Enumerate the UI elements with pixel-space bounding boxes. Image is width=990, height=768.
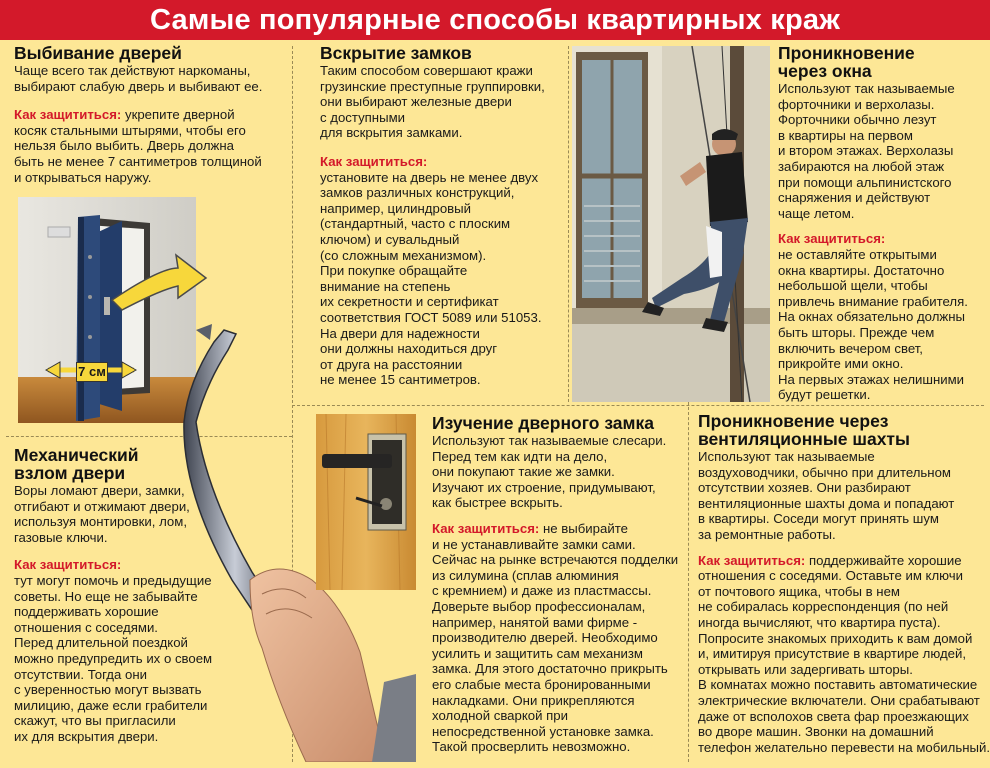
text-line: привлечь внимание грабителя. <box>778 293 968 309</box>
text-line: нельзя было выбить. Дверь должна <box>14 138 234 154</box>
text-line: производителю дверей. Необходимо <box>432 630 658 646</box>
text-line: укрепите дверной <box>121 107 235 123</box>
text-line: Используют так называемые слесари. <box>432 433 667 448</box>
protect-label: Как защититься: <box>320 153 428 169</box>
text-line: форточники и верхолазы. <box>778 96 935 112</box>
text-line: грузинские преступные группировки, <box>320 78 545 94</box>
text-line: накладками. Они прикрепляются <box>432 692 635 708</box>
text-line: отсутствии хозяев. Они разбирают <box>698 480 911 496</box>
text-line: с доступными <box>320 109 405 125</box>
text-line: Такой просверлить невозможно. <box>432 739 631 755</box>
text-line: они выбирают железные двери <box>320 94 512 110</box>
section-door-knockout <box>14 44 290 185</box>
text-line: На первых этажах нелишними <box>778 371 965 387</box>
section-heading: Вскрытие замков <box>320 43 472 63</box>
text-line: не выбирайте <box>539 520 628 536</box>
section-heading: Проникновение через окна <box>778 43 915 81</box>
protect-label: Как защититься: <box>14 557 122 573</box>
protect-label: Как защититься: <box>698 552 806 568</box>
section-ventilation-entry <box>698 412 988 755</box>
text-line: Используют так называемые <box>698 449 875 464</box>
text-line: как быстрее вскрыть. <box>432 495 563 511</box>
text-line: быть шторы. Прежде чем <box>778 324 935 340</box>
text-line: В комнатах можно поставить автоматические <box>698 677 978 693</box>
text-line: при помощи альпинистского <box>778 174 952 190</box>
text-line: небольшой щели, чтобы <box>778 278 928 294</box>
text-line: забираются на любой этаж <box>778 158 945 174</box>
lock-photo <box>316 414 416 590</box>
section-lock-picking <box>320 44 566 388</box>
text-line: установите на дверь не менее двух <box>320 169 539 185</box>
text-line: тут могут помочь и предыдущие <box>14 572 212 588</box>
text-line: с кремнием) и даже из пластмассы. <box>432 583 652 599</box>
text-line: отношения с соседями. <box>14 619 158 635</box>
text-line: не оставляйте открытыми <box>778 246 937 262</box>
text-line: быть не менее 7 сантиметров толщиной <box>14 153 262 169</box>
page-title: Самые популярные способы квартирных краж <box>150 3 840 36</box>
protect-label: Как защититься: <box>432 520 540 536</box>
text-line: скажут, что вы пригласили <box>14 713 176 729</box>
text-line: из силумина (сплав алюминия <box>432 567 619 583</box>
text-line: во дворе машин. Звонки на домашний <box>698 724 934 740</box>
text-line: в квартиры. Соседи могут принять шум <box>698 511 939 527</box>
text-line: телефон желательно перевести на мобильный. <box>698 739 990 755</box>
text-line: На окнах обязательно должны <box>778 309 965 325</box>
text-line: поддерживайте хорошие <box>805 552 962 568</box>
text-line: и не устанавливайте замки сами. <box>432 536 636 552</box>
text-line: Форточники обычно лезут <box>778 112 937 128</box>
text-line: (стандартный, часто с плоским <box>320 216 511 232</box>
text-line: они покупают такие же замки. <box>432 464 615 480</box>
text-line: с уверенностью могут вызвать <box>14 682 202 698</box>
text-line: даже от всполохов света фар проезжающих <box>698 708 969 724</box>
text-line: от почтового ящика, чтобы в нем <box>698 583 900 599</box>
text-line: за ремонтные работы. <box>698 526 836 542</box>
text-line: внимание на степень <box>320 278 451 294</box>
text-line: Используют так называемые <box>778 81 955 96</box>
text-line: выбирают слабую дверь и выбивают ее. <box>14 78 263 94</box>
text-line: используя монтировки, лом, <box>14 514 187 530</box>
text-line: электрические включатели. Они срабатывают <box>698 692 980 708</box>
text-line: снаряжения и действуют <box>778 190 931 206</box>
section-heading: Проникновение через вентиляционные шахты <box>698 411 910 449</box>
text-line: Попросите знакомых приходить к вам домой <box>698 630 973 646</box>
text-line: При покупке обращайте <box>320 263 468 279</box>
section-mechanical-breakin <box>14 446 234 745</box>
text-line: Перед длительной поездкой <box>14 635 188 651</box>
text-line: их для вскрытия двери. <box>14 728 159 744</box>
text-line: Изучают их строение, придумывают, <box>432 479 656 495</box>
text-line: холодной сваркой при <box>432 708 568 724</box>
text-line: открывать или задергивать шторы. <box>698 661 913 677</box>
text-line: ключом) и сувальдный <box>320 231 460 247</box>
text-line: газовые ключи. <box>14 529 108 545</box>
text-line: Сейчас на рынке встречаются подделки <box>432 552 679 568</box>
text-line: его слабые места бронированными <box>432 676 651 692</box>
text-line: воздуховодчики, обычно при длительном <box>698 464 951 480</box>
text-line: непосредственной установке замка. <box>432 723 654 739</box>
text-line: иногда вычисляют, что квартира пуста). <box>698 614 941 630</box>
text-line: замков различных конструкций, <box>320 185 515 201</box>
window-climber-photo <box>572 46 770 402</box>
text-line: будут решетки. <box>778 387 871 403</box>
text-line: и втором этажах. Верхолазы <box>778 143 954 159</box>
text-line: милицию, даже если грабители <box>14 697 208 713</box>
text-line: например, нанятой вами фирме - <box>432 614 638 630</box>
text-line: косяк стальными штырями, чтобы его <box>14 122 246 138</box>
text-line: советы. Но еще не забывайте <box>14 588 198 604</box>
text-line: от друга на расстоянии <box>320 356 463 372</box>
text-line: и открываться наружу. <box>14 169 152 185</box>
text-line: они должны находиться друг <box>320 341 498 357</box>
text-line: в квартиры на первом <box>778 127 913 143</box>
text-line: и, имитируя присутствие в квартире людей, <box>698 646 967 662</box>
text-line: Доверьте выбор профессионалам, <box>432 598 646 614</box>
text-line: например, цилиндровый <box>320 200 471 216</box>
text-line: поддерживать хорошие <box>14 604 159 620</box>
text-line: вентиляционные шахты дома и попадают <box>698 495 955 511</box>
text-line: соответствия ГОСТ 5089 или 51053. <box>320 309 542 325</box>
text-line: прикройте ими окно. <box>778 356 904 372</box>
text-line: отгибают и отжимают двери, <box>14 498 190 514</box>
section-window-entry <box>778 44 988 403</box>
text-line: На двери для надежности <box>320 325 480 341</box>
text-line: замка. Для этого достаточно прикрыть <box>432 661 668 677</box>
text-line: Таким способом совершают кражи <box>320 63 533 78</box>
text-line: чаще летом. <box>778 205 855 221</box>
door-thickness-label: 7 см <box>76 362 108 382</box>
protect-label: Как защититься: <box>778 231 886 247</box>
text-line: отсутствии. Тогда они <box>14 666 147 682</box>
section-heading: Механический взлом двери <box>14 445 139 483</box>
text-line: для вскрытия замками. <box>320 125 463 141</box>
text-line: можно предупредить их о своем <box>14 650 213 666</box>
text-line: Перед тем как идти на дело, <box>432 448 608 464</box>
section-lock-study <box>432 414 686 755</box>
text-line: не менее 15 сантиметров. <box>320 372 481 388</box>
text-line: включить вечером свет, <box>778 340 923 356</box>
text-line: (со сложным механизмом). <box>320 247 487 263</box>
section-heading: Изучение дверного замка <box>432 413 654 433</box>
text-line: Чаще всего так действуют наркоманы, <box>14 63 251 78</box>
text-line: окна квартиры. Достаточно <box>778 262 945 278</box>
text-line: их секретности и сертификат <box>320 294 499 310</box>
protect-label: Как защититься: <box>14 107 122 123</box>
section-heading: Выбивание дверей <box>14 43 182 63</box>
text-line: отношения с соседями. Оставьте им ключи <box>698 568 963 584</box>
text-line: Воры ломают двери, замки, <box>14 483 185 498</box>
text-line: не собиралась корреспонденция (по ней <box>698 599 949 615</box>
text-line: усилить и защитить сам механизм <box>432 645 643 661</box>
